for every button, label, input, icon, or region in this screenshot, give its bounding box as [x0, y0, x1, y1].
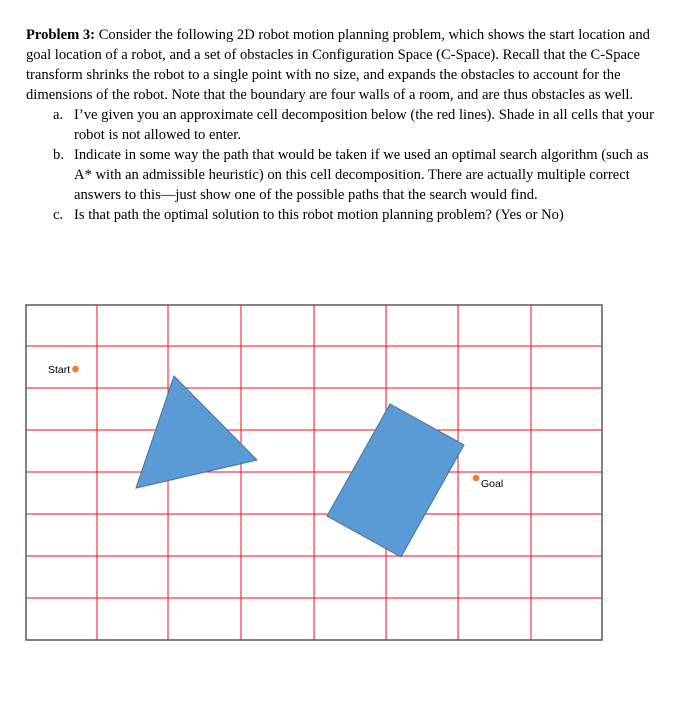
part-b-text: Indicate in some way the path that would be taken if we used an optimal search algorithm (such as A* with an admissible heuristic) on this cell decomposition. There are actually multiple correct answers to this—just show one of the possible paths that the search would find. — [74, 147, 649, 203]
triangle-obstacle — [136, 376, 257, 488]
part-c-text: Is that path the optimal solution to this robot motion planning problem? (Yes or No) — [74, 207, 564, 223]
problem-heading: Problem 3: — [26, 27, 96, 43]
start-label: Start — [48, 364, 71, 376]
part-a-text: I’ve given you an approximate cell decomposition below (the red lines). Shade in all cells that your robot is not allowed to enter. — [74, 107, 654, 143]
cell-decomposition-grid — [26, 305, 602, 640]
start-point — [72, 366, 79, 373]
part-c-marker: c. — [53, 207, 64, 223]
rectangle-obstacle — [327, 404, 464, 557]
part-a-marker: a. — [53, 107, 64, 123]
goal-point — [473, 475, 480, 482]
goal-label: Goal — [481, 478, 504, 490]
problem-intro-text: Consider the following 2D robot motion planning problem, which shows the start location and goal location of a robot, and a set of obstacles in Configuration Space (C-Space). Recall that the C-Space transform shrinks the robot to a single point with no size, and expands the obstacles to account for the dimensions of the robot. Note that the boundary are four walls of a room, and are thus obstacles as well. — [26, 27, 650, 103]
part-b-marker: b. — [53, 147, 64, 163]
